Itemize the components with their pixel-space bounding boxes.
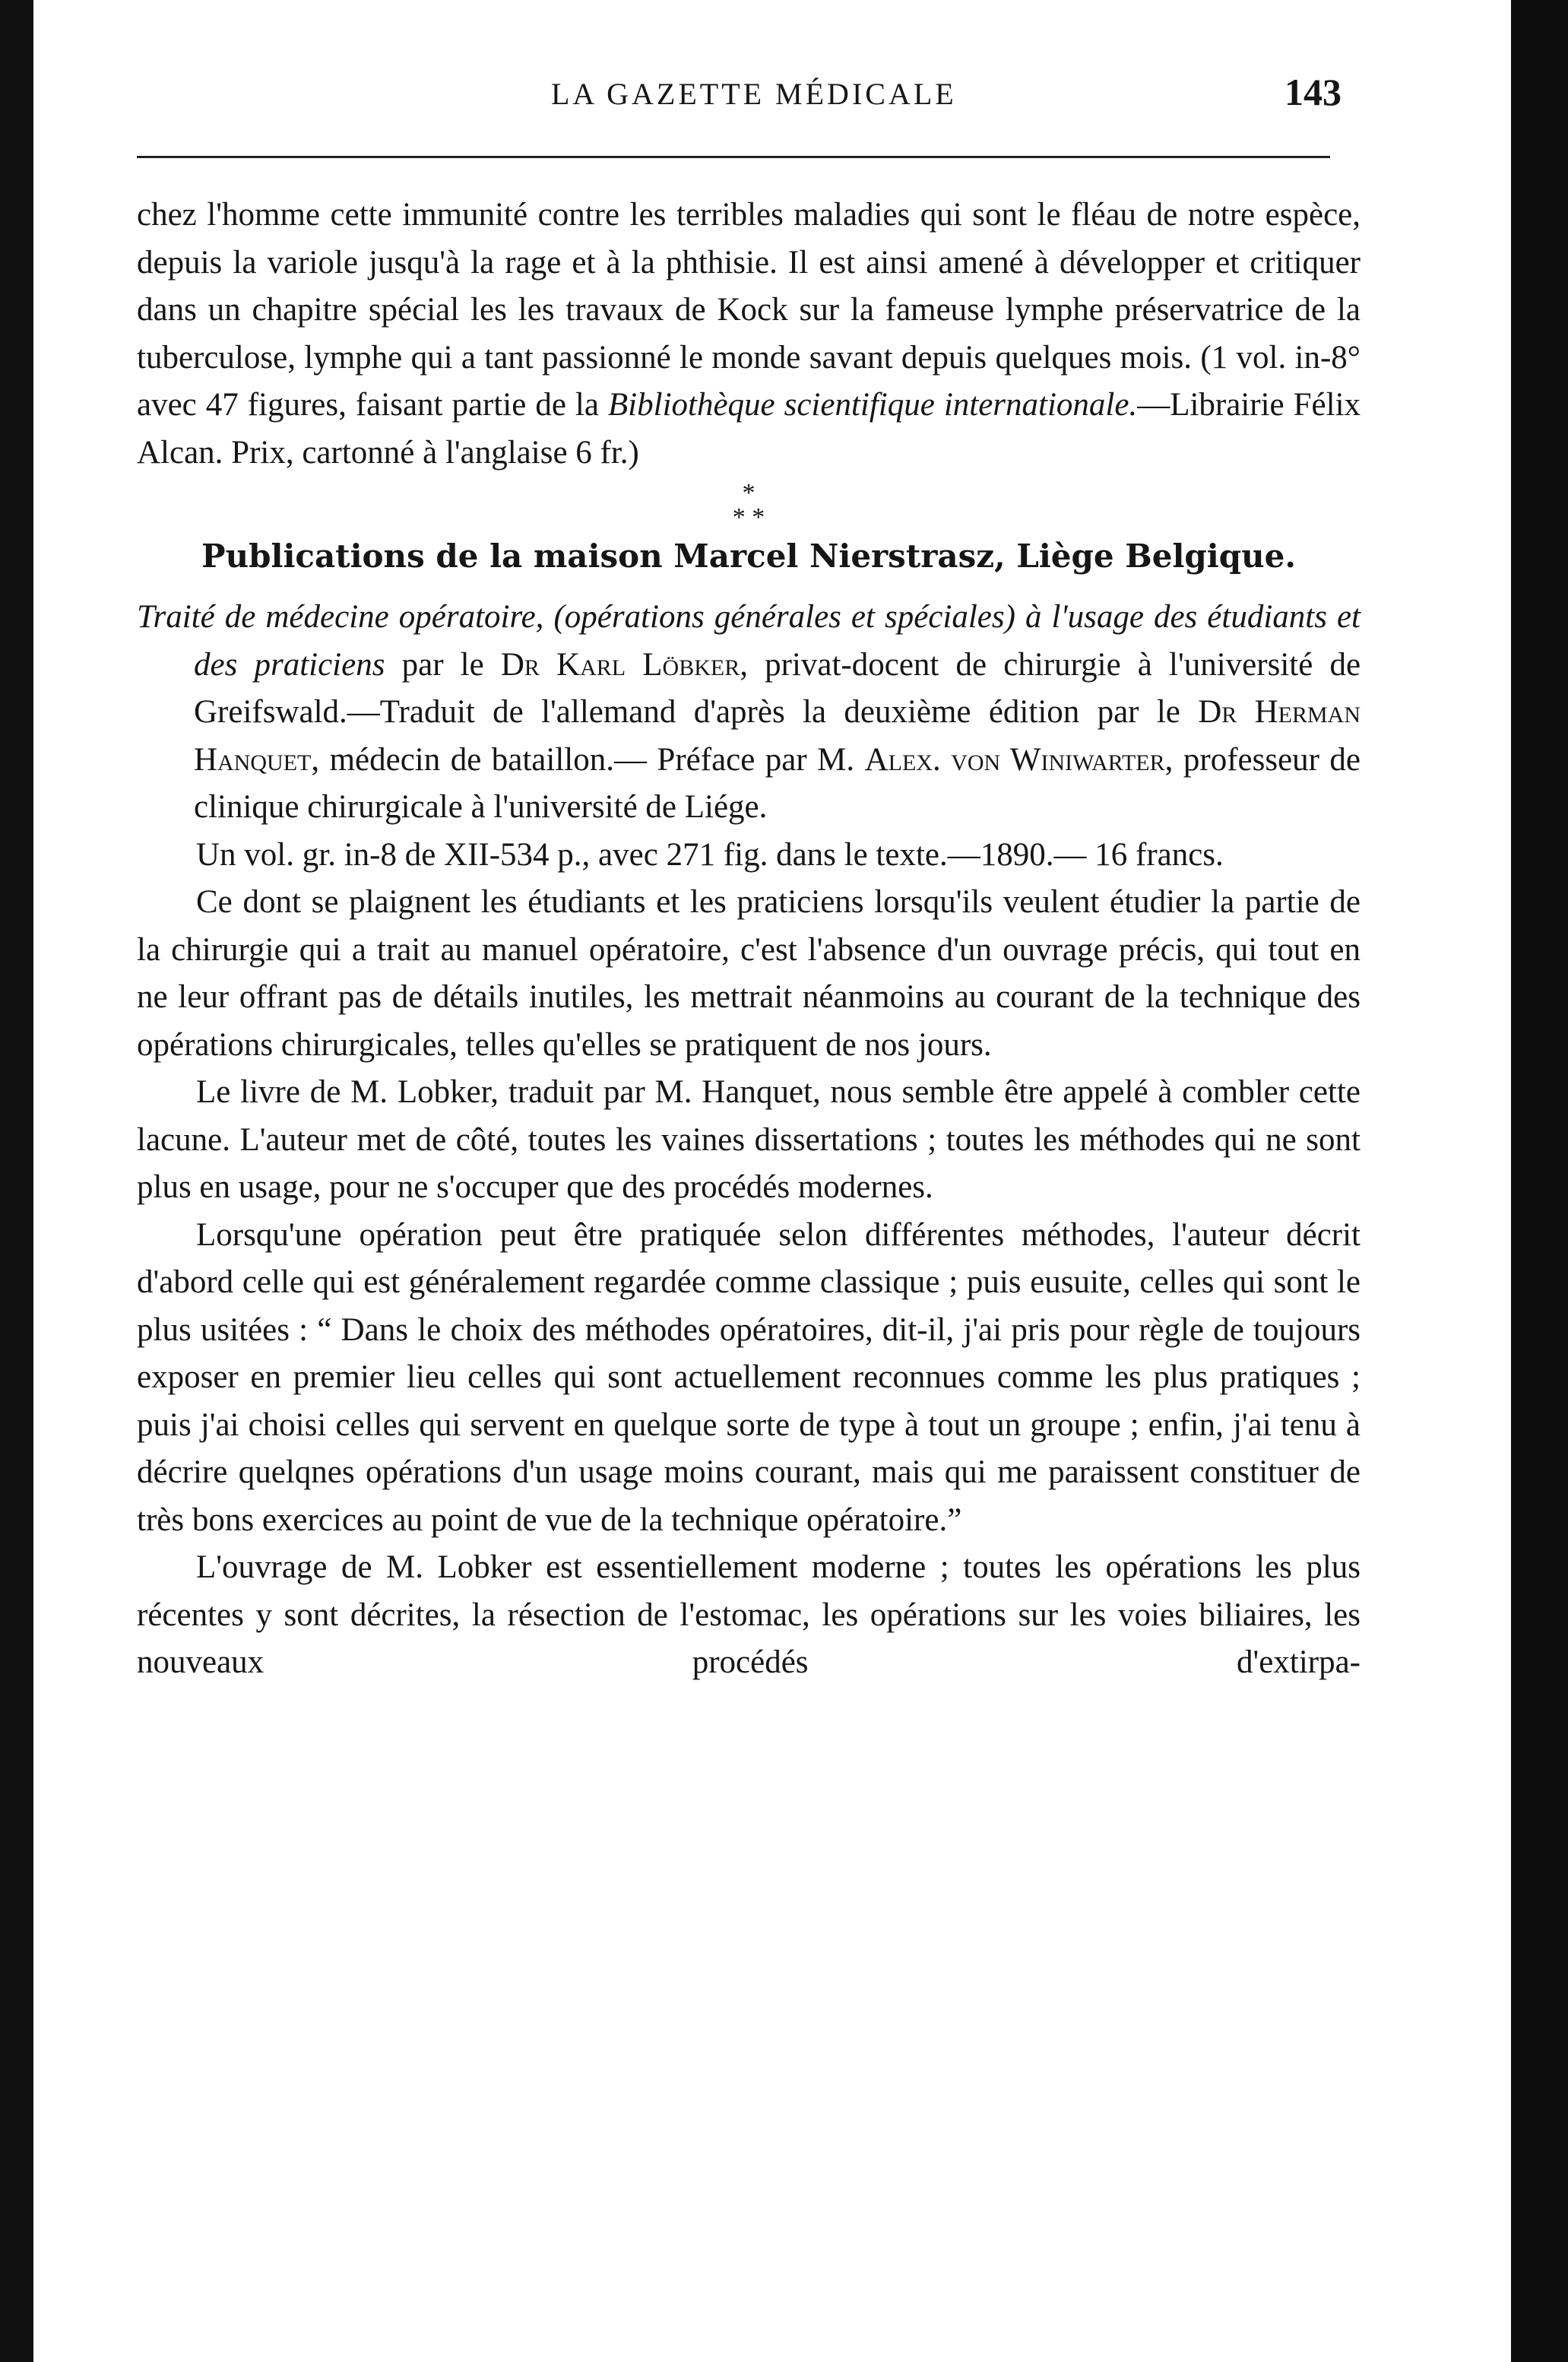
reference-text: privat-docent de chirurgie à l'université de Greifswald.—Traduit de l'allemand d'après la deuxième édition par le (194, 646, 1361, 730)
paragraph: Lorsqu'une opération peut être pratiquée selon différentes méthodes, l'auteur décrit d'abord celle qui est généralement regardée comme classique ; puis eusuite, celles qui sont le plus usitées : “ Dans le choix des méthodes opératoires, dit-il, j'ai pris pour règle de toujours exposer en premier lieu celles qui sont actuellement reconnues comme les plus pratiques ; puis j'ai choisi celles qui servent en quelque sorte de type à tout un groupe ; enfin, j'ai tenu à décrire quelqnes opérations d'un usage moins courant, mais qui me paraissent constituer de très bons exercices au point de vue de la technique opératoire.” (137, 1216, 1361, 1538)
series-title: Bibliothèque scientifique internationale. (607, 387, 1138, 423)
paragraph: Ce dont se plaignent les étudiants et les praticiens lorsqu'ils veulent étudier la partie de la chirurgie qui a trait au manuel opératoire, c'est l'absence d'un ouvrage précis, qui tout en ne leur offrant pas de détails inutiles, les mettrait néanmoins au courant de la technique des opérations chirurgicales, telles qu'elles se pratiquent de nos jours. (137, 884, 1361, 1063)
translator-name: Dr Herman Hanquet, (194, 694, 1361, 778)
section-heading: Publications de la maison Marcel Nierstrasz, Liège Belgique. (201, 537, 1296, 575)
paragraph: Le livre de M. Lobker, traduit par M. Hanquet, nous semble être appelé à combler cette lacune. L'auteur met de côté, toutes les vaines dissertations ; toutes les méthodes qui ne sont plus en usage, pour ne s'occuper que des procédés modernes. (137, 1074, 1361, 1205)
paragraph-text: —Librairie Félix Alcan. Prix, cartonné à l'anglaise 6 fr.) (137, 387, 1361, 471)
paragraph: L'ouvrage de M. Lobker est essentiellement moderne ; toutes les opérations les plus récentes y sont décrites, la résection de l'estomac, les opérations sur les voies biliaires, les nouveaux procédés d'extirpa- (137, 1549, 1361, 1680)
scan-edge-left (0, 0, 33, 2362)
author-name: Dr Karl Löbker, (500, 646, 748, 683)
preface-author-name: Alex. von Winiwarter, (864, 741, 1174, 778)
reference-text: par le (401, 646, 484, 683)
paragraph-continued (137, 192, 1361, 477)
running-title: LA GAZETTE MÉDICALE (551, 77, 957, 111)
reference-text: professeur de clinique chirurgicale à l'université de Liége. (194, 741, 1361, 825)
reference-text: médecin de bataillon.— Préface par M. (329, 741, 855, 778)
asterism-top: * (742, 479, 755, 507)
bibliographic-reference (137, 594, 1361, 832)
page-number: 143 (1284, 71, 1342, 113)
paragraph-text: chez l'homme cette immunité contre les terribles maladies qui sont le fléau de notre espèce, depuis la variole jusqu'à la rage et à la phthisie. Il est ainsi amené à développer et critiquer dans un chapitre spécial les les travaux de Kock sur la fameuse lymphe préservatrice de la tuberculose, lymphe qui a tant passionné le monde savant depuis quelques mois. (1 vol. in-8° avec 47 figures, faisant partie de la (137, 197, 1361, 423)
asterism-bottom: * * (732, 503, 765, 531)
scan-edge-right (1511, 0, 1568, 2362)
book-title: Traité de médecine opératoire, (opérations générales et spéciales) à l'usage des étudiants et des praticiens (137, 599, 1361, 683)
page-header (137, 70, 1357, 116)
asterism (137, 477, 1361, 531)
header-rule (137, 156, 1330, 158)
volume-details: Un vol. gr. in-8 de XII-534 p., avec 271 fig. dans le texte.—1890.— 16 francs. (196, 836, 1224, 873)
page-body (137, 192, 1361, 1687)
